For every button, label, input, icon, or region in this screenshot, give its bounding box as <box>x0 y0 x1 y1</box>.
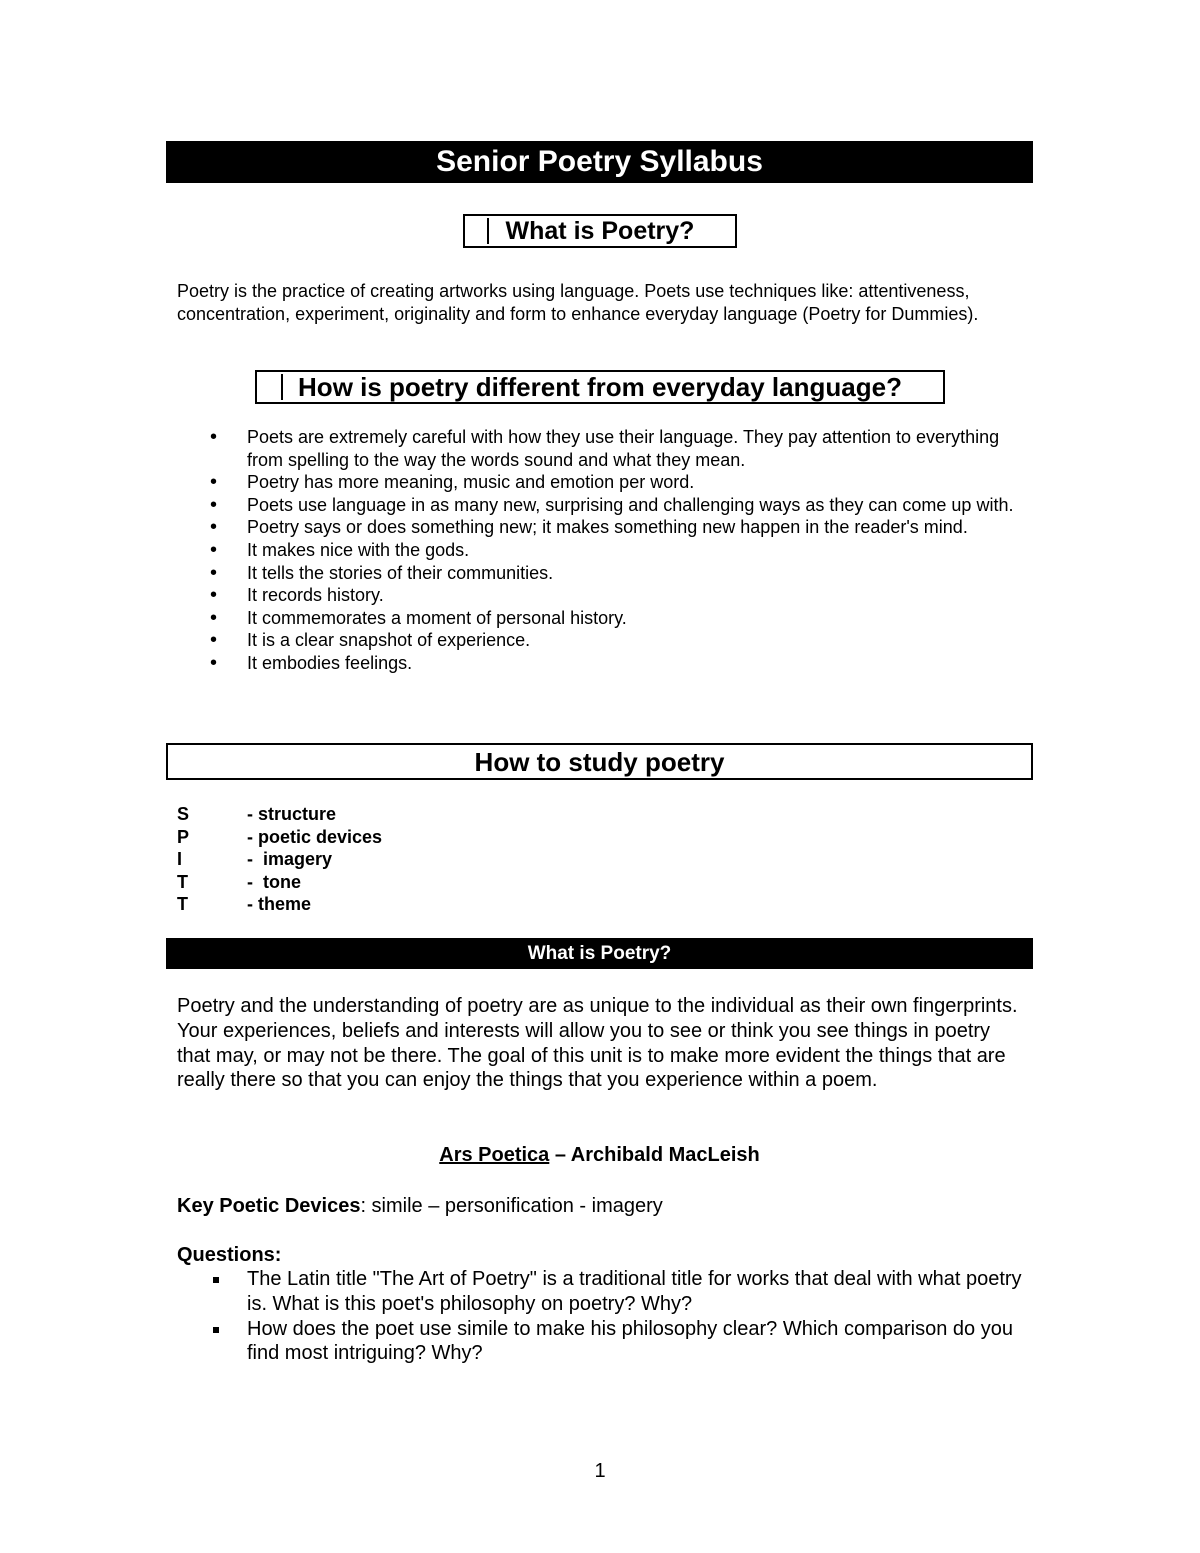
list-item: • Poets use language in as many new, surprising and challenging ways as they can come up with. <box>206 494 1016 517</box>
devices-label: Key Poetic Devices <box>177 1195 361 1217</box>
list-item: • It makes nice with the gods. <box>206 539 1016 562</box>
heading-what-is-poetry <box>463 214 737 248</box>
document-title: Senior Poetry Syllabus <box>166 141 1033 183</box>
list-item: • Poets are extremely careful with how they use their language. They pay attention to everything from spelling to the way the words sound and what they mean. <box>206 426 1016 471</box>
list-item: The Latin title "The Art of Poetry" is a traditional title for works that deal with what poetry is. What is this poet's philosophy on poetry? Why? <box>206 1267 1036 1317</box>
spitt-term: - structure <box>247 804 337 824</box>
devices-text: : simile – personification - imagery <box>360 1195 663 1217</box>
intro-paragraph: Poetry is the practice of creating artworks using language. Poets use techniques like: attentiveness, concentration, experiment, originality and form to enhance everyday language (Poetry for Dummies). <box>177 281 979 324</box>
spitt-row <box>177 848 382 871</box>
spitt-term: - poetic devices <box>247 826 383 847</box>
spitt-row <box>177 826 382 849</box>
list-item: • It tells the stories of their communities. <box>206 562 1016 585</box>
list-item: • It records history. <box>206 584 1016 607</box>
spitt-letter: T <box>177 894 188 915</box>
list-item: • It embodies feelings. <box>206 652 1016 675</box>
spitt-term: - theme <box>247 894 312 915</box>
spitt-row <box>177 871 382 894</box>
text-cursor-mark <box>281 374 283 400</box>
page-number: 1 <box>594 1460 606 1482</box>
list-item: How does the poet use simile to make his philosophy clear? Which comparison do you find most intriguing? Why? <box>206 1317 1036 1367</box>
spitt-letter: P <box>177 826 190 847</box>
list-item: • Poetry has more meaning, music and emotion per word. <box>206 471 1016 494</box>
unique-paragraph: Poetry and the understanding of poetry are as unique to the individual as their own fingerprints. Your experiences, beliefs and interests will allow you to see or think you see things in poetry that may, or may not be there. The goal of this unit is to make more evident the things that are really there so that you can enjoy the things that you experience within a poem. <box>177 995 1018 1092</box>
list-item: • It is a clear snapshot of experience. <box>206 629 1016 652</box>
text-cursor-mark <box>487 218 489 244</box>
spitt-term: - imagery <box>247 849 333 870</box>
heading-how-to-study <box>166 743 1033 780</box>
section-bar-what-is-poetry: What is Poetry? <box>166 938 1033 969</box>
poem-name: Ars Poetica <box>439 1144 550 1166</box>
spitt-term: - tone <box>247 871 301 892</box>
spitt-letter: I <box>177 849 183 870</box>
poem-title <box>166 1142 1033 1168</box>
difference-bullet-list <box>206 426 1016 675</box>
heading-different-language-label: How is poetry different from everyday language? <box>298 372 902 402</box>
spitt-letter: S <box>177 804 190 824</box>
heading-what-is-poetry-label: What is Poetry? <box>505 217 695 245</box>
spitt-row <box>177 803 382 826</box>
questions-label: Questions: <box>177 1244 282 1266</box>
spitt-letter: T <box>177 871 188 892</box>
spitt-list <box>177 803 382 916</box>
questions-list <box>206 1267 1036 1366</box>
key-poetic-devices <box>177 1193 663 1219</box>
poem-author: – Archibald MacLeish <box>549 1144 760 1166</box>
heading-different-language <box>255 370 945 404</box>
spitt-row <box>177 893 382 916</box>
list-item: • It commemorates a moment of personal history. <box>206 607 1016 630</box>
heading-how-to-study-label: How to study poetry <box>474 747 725 777</box>
list-item: • Poetry says or does something new; it makes something new happen in the reader's mind. <box>206 516 1016 539</box>
